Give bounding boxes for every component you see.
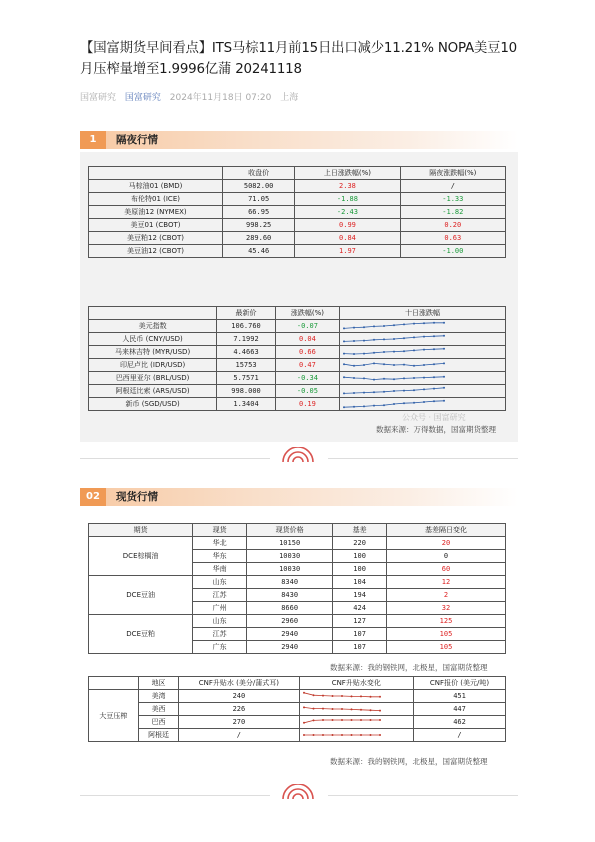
trend-point — [373, 391, 375, 393]
table-row — [89, 193, 506, 206]
column-header: 上日涨跌幅(%) — [295, 167, 400, 180]
close-price: 5082.00 — [222, 180, 294, 193]
trend-point — [363, 405, 365, 407]
column-header: 期货 — [89, 524, 193, 537]
ten-day-trend — [339, 359, 505, 372]
column-header: CNF升贴水变化 — [299, 677, 414, 690]
trend-point — [363, 353, 365, 355]
ten-day-trend — [339, 398, 505, 411]
spot-region: 山东 — [193, 615, 247, 628]
basis: 107 — [333, 628, 387, 641]
trend-point — [363, 377, 365, 379]
night-change: -1.33 — [400, 193, 505, 206]
crush-source-note: 数据来源：我的钢铁网，北极星，国富期货整理 — [330, 757, 488, 766]
trend-point — [343, 406, 345, 408]
trend-point — [373, 339, 375, 341]
latest-price: 1.3404 — [217, 398, 276, 411]
trend-point — [393, 338, 395, 340]
trend-point — [433, 363, 435, 365]
trend-point — [322, 708, 324, 710]
crush-group: 大豆压榨 — [89, 690, 139, 742]
trend-point — [369, 734, 371, 736]
currency-name: 马来林吉特 (MYR/USD) — [89, 346, 217, 359]
ten-day-trend — [339, 333, 505, 346]
trend-point — [423, 364, 425, 366]
column-header: CNF报价 (美元/吨) — [414, 677, 506, 690]
cnf-quote: 462 — [414, 716, 506, 729]
spot-price: 2940 — [246, 628, 332, 641]
currency-name: 巴西里亚尔 (BRL/USD) — [89, 372, 217, 385]
trend-point — [343, 340, 345, 342]
table-row — [89, 385, 506, 398]
column-header: 基差 — [333, 524, 387, 537]
trend-point — [423, 349, 425, 351]
divider-right — [328, 795, 518, 796]
trend-point — [383, 404, 385, 406]
trend-point — [443, 335, 445, 337]
section-header-overnight — [80, 131, 518, 149]
trend-point — [403, 364, 405, 366]
trend-point — [379, 734, 381, 736]
latest-price: 4.4663 — [217, 346, 276, 359]
trend-point — [343, 363, 345, 365]
basis: 127 — [333, 615, 387, 628]
trend-sparkline — [342, 359, 446, 371]
change-pct: -0.05 — [275, 385, 339, 398]
trend-point — [423, 388, 425, 390]
trend-point — [350, 695, 352, 697]
currency-name: 阿根廷比索 (ARS/USD) — [89, 385, 217, 398]
watermark: 公众号 · 国富研究 — [402, 413, 466, 422]
basis-change: 20 — [386, 537, 505, 550]
latest-price: 106.760 — [217, 320, 276, 333]
basis: 100 — [333, 563, 387, 576]
cnf-quote: / — [414, 729, 506, 742]
latest-price: 7.1992 — [217, 333, 276, 346]
trend-point — [443, 362, 445, 364]
instrument-name: 布伦特01 (ICE) — [89, 193, 223, 206]
night-change: -1.82 — [400, 206, 505, 219]
trend-point — [341, 708, 343, 710]
cnf-premium-trend — [299, 690, 414, 703]
trend-point — [433, 335, 435, 337]
trend-point — [369, 719, 371, 721]
trend-point — [341, 719, 343, 721]
trend-point — [423, 336, 425, 338]
change-pct: 0.66 — [275, 346, 339, 359]
futures-contract: DCE豆油 — [89, 576, 193, 615]
trend-point — [423, 401, 425, 403]
spot-region: 华南 — [193, 563, 247, 576]
spot-price: 10030 — [246, 563, 332, 576]
trend-point — [383, 363, 385, 365]
instrument-name: 美豆油12 (CBOT) — [89, 245, 223, 258]
trend-point — [393, 378, 395, 380]
spot-region: 广东 — [193, 641, 247, 654]
trend-point — [363, 340, 365, 342]
table-row — [89, 245, 506, 258]
column-header — [89, 307, 217, 320]
trend-point — [360, 695, 362, 697]
table-row — [89, 576, 506, 589]
spot-price: 8340 — [246, 576, 332, 589]
trend-point — [353, 327, 355, 329]
change-pct: -0.07 — [275, 320, 339, 333]
trend-point — [312, 734, 314, 736]
trend-point — [383, 391, 385, 393]
trend-point — [331, 708, 333, 710]
divider-ornament-icon — [281, 447, 315, 463]
instrument-name: 美豆粕12 (CBOT) — [89, 232, 223, 245]
ten-day-trend — [339, 385, 505, 398]
crush-region: 巴西 — [138, 716, 178, 729]
trend-point — [423, 377, 425, 379]
fx-source-note: 数据来源：万得数据，国富期货整理 — [376, 425, 496, 434]
basis-change: 125 — [386, 615, 505, 628]
trend-point — [413, 365, 415, 367]
trend-sparkline — [342, 398, 446, 410]
basis-change: 32 — [386, 602, 505, 615]
trend-point — [363, 364, 365, 366]
basis: 107 — [333, 641, 387, 654]
trend-point — [350, 708, 352, 710]
trend-point — [303, 722, 305, 724]
table-row — [89, 346, 506, 359]
trend-point — [373, 405, 375, 407]
trend-point — [353, 377, 355, 379]
cnf-premium: 226 — [179, 703, 299, 716]
spot-price: 10030 — [246, 550, 332, 563]
section-title: 隔夜行情 — [116, 134, 158, 146]
trend-point — [393, 403, 395, 405]
latest-price: 5.7571 — [217, 372, 276, 385]
cnf-premium: 240 — [179, 690, 299, 703]
trend-point — [433, 348, 435, 350]
trend-point — [360, 734, 362, 736]
trend-point — [403, 377, 405, 379]
trend-point — [403, 390, 405, 392]
column-header: 涨跌幅(%) — [275, 307, 339, 320]
night-change: -1.00 — [400, 245, 505, 258]
table-row — [89, 333, 506, 346]
trend-point — [350, 719, 352, 721]
trend-point — [433, 376, 435, 378]
trend-point — [353, 353, 355, 355]
trend-point — [413, 336, 415, 338]
trend-point — [312, 719, 314, 721]
ten-day-trend — [339, 320, 505, 333]
cnf-quote: 451 — [414, 690, 506, 703]
crush-table — [88, 676, 506, 742]
publish-location: 上海 — [280, 93, 299, 103]
trend-point — [423, 322, 425, 324]
cnf-premium-trend — [299, 729, 414, 742]
trend-point — [341, 695, 343, 697]
trend-sparkline — [302, 690, 382, 702]
trend-point — [403, 402, 405, 404]
trend-point — [413, 323, 415, 325]
column-header: 地区 — [138, 677, 178, 690]
trend-point — [303, 734, 305, 736]
spot-region: 华北 — [193, 537, 247, 550]
cnf-premium-trend — [299, 716, 414, 729]
trend-point — [379, 710, 381, 712]
source-label: 国富研究 — [80, 93, 117, 103]
currency-name: 人民币 (CNY/USD) — [89, 333, 217, 346]
trend-point — [350, 734, 352, 736]
prev-change: -1.88 — [295, 193, 400, 206]
trend-point — [343, 353, 345, 355]
divider-right — [328, 458, 518, 459]
basis: 100 — [333, 550, 387, 563]
trend-point — [322, 734, 324, 736]
trend-point — [363, 326, 365, 328]
latest-price: 998.000 — [217, 385, 276, 398]
basis-change: 105 — [386, 641, 505, 654]
trend-point — [343, 376, 345, 378]
trend-point — [373, 325, 375, 327]
cnf-premium: 270 — [179, 716, 299, 729]
trend-point — [331, 734, 333, 736]
trend-point — [360, 719, 362, 721]
basis: 220 — [333, 537, 387, 550]
prev-change: 0.84 — [295, 232, 400, 245]
trend-point — [413, 349, 415, 351]
trend-point — [379, 719, 381, 721]
trend-point — [312, 708, 314, 710]
trend-point — [373, 379, 375, 381]
trend-point — [383, 378, 385, 380]
author-link[interactable]: 国富研究 — [124, 93, 161, 103]
crush-region: 阿根廷 — [138, 729, 178, 742]
close-price: 289.60 — [222, 232, 294, 245]
section-header-spot — [80, 488, 518, 506]
trend-point — [363, 392, 365, 394]
close-price: 45.46 — [222, 245, 294, 258]
column-header: CNF升贴水 (美分/蒲式耳) — [179, 677, 299, 690]
column-header: 隔夜涨跌幅(%) — [400, 167, 505, 180]
latest-price: 15753 — [217, 359, 276, 372]
trend-sparkline — [342, 320, 446, 332]
column-header: 现货 — [193, 524, 247, 537]
trend-point — [331, 695, 333, 697]
trend-point — [379, 696, 381, 698]
column-header — [89, 677, 139, 690]
table-row — [89, 716, 506, 729]
change-pct: -0.34 — [275, 372, 339, 385]
spot-region: 广州 — [193, 602, 247, 615]
trend-point — [443, 322, 445, 324]
trend-point — [343, 327, 345, 329]
trend-point — [322, 695, 324, 697]
trend-point — [433, 400, 435, 402]
change-pct: 0.04 — [275, 333, 339, 346]
futures-contract: DCE豆粕 — [89, 615, 193, 654]
trend-sparkline — [302, 716, 382, 728]
table-row — [89, 180, 506, 193]
cnf-quote: 447 — [414, 703, 506, 716]
cnf-premium: / — [179, 729, 299, 742]
trend-point — [343, 392, 345, 394]
spot-table — [88, 523, 506, 654]
table-row — [89, 537, 506, 550]
trend-point — [393, 351, 395, 353]
column-header: 十日涨跌幅 — [339, 307, 505, 320]
trend-point — [331, 719, 333, 721]
crush-region: 美西 — [138, 703, 178, 716]
spot-price: 2940 — [246, 641, 332, 654]
trend-point — [353, 392, 355, 394]
trend-point — [393, 364, 395, 366]
article-meta — [80, 90, 304, 103]
column-header — [89, 167, 223, 180]
spot-price: 8660 — [246, 602, 332, 615]
table-row — [89, 219, 506, 232]
spot-region: 山东 — [193, 576, 247, 589]
ten-day-trend — [339, 346, 505, 359]
table-row — [89, 729, 506, 742]
divider-left — [80, 795, 270, 796]
trend-point — [413, 377, 415, 379]
trend-point — [303, 692, 305, 694]
trend-point — [383, 338, 385, 340]
prev-change: 0.99 — [295, 219, 400, 232]
column-header: 基差隔日变化 — [386, 524, 505, 537]
trend-sparkline — [342, 372, 446, 384]
trend-point — [443, 400, 445, 402]
trend-sparkline — [342, 333, 446, 345]
table-row — [89, 359, 506, 372]
section-number: 02 — [80, 488, 106, 506]
cnf-premium-trend — [299, 703, 414, 716]
section-number: 1 — [80, 131, 106, 149]
prev-change: 1.97 — [295, 245, 400, 258]
column-header: 最新价 — [217, 307, 276, 320]
article-title: 【国富期货早间看点】ITS马棕11月前15日出口减少11.21% NOPA美豆10月压榨量增至1.9996亿蒲 20241118 — [80, 41, 517, 77]
close-price: 71.05 — [222, 193, 294, 206]
table-row — [89, 206, 506, 219]
currency-name: 新币 (SGD/USD) — [89, 398, 217, 411]
prev-change: -2.43 — [295, 206, 400, 219]
trend-point — [393, 324, 395, 326]
night-change: 0.20 — [400, 219, 505, 232]
trend-point — [403, 350, 405, 352]
trend-point — [403, 337, 405, 339]
trend-point — [353, 340, 355, 342]
trend-point — [303, 706, 305, 708]
trend-sparkline — [302, 729, 382, 741]
column-header: 收盘价 — [222, 167, 294, 180]
trend-point — [369, 696, 371, 698]
trend-point — [353, 365, 355, 367]
ten-day-trend — [339, 372, 505, 385]
basis: 424 — [333, 602, 387, 615]
table-row — [89, 372, 506, 385]
crush-region: 美湾 — [138, 690, 178, 703]
trend-point — [312, 694, 314, 696]
trend-point — [433, 388, 435, 390]
basis-change: 0 — [386, 550, 505, 563]
night-change: 0.63 — [400, 232, 505, 245]
trend-point — [369, 709, 371, 711]
futures-contract: DCE棕榈油 — [89, 537, 193, 576]
footer-ornament-icon — [281, 784, 315, 800]
spot-region: 江苏 — [193, 589, 247, 602]
trend-sparkline — [302, 703, 382, 715]
publish-datetime: 2024年11月18日 07:20 — [169, 93, 272, 103]
trend-point — [413, 402, 415, 404]
basis: 194 — [333, 589, 387, 602]
column-header: 现货价格 — [246, 524, 332, 537]
night-change: / — [400, 180, 505, 193]
basis-change: 12 — [386, 576, 505, 589]
section-title: 现货行情 — [116, 491, 158, 503]
spot-price: 10150 — [246, 537, 332, 550]
change-pct: 0.19 — [275, 398, 339, 411]
table-row — [89, 320, 506, 333]
instrument-name: 马棕油01 (BMD) — [89, 180, 223, 193]
basis-change: 105 — [386, 628, 505, 641]
spot-price: 2960 — [246, 615, 332, 628]
instrument-name: 美豆01 (CBOT) — [89, 219, 223, 232]
trend-point — [393, 390, 395, 392]
trend-point — [443, 387, 445, 389]
trend-point — [341, 734, 343, 736]
trend-point — [360, 709, 362, 711]
basis: 104 — [333, 576, 387, 589]
table-row — [89, 703, 506, 716]
trend-point — [383, 351, 385, 353]
instrument-name: 美原油12 (NYMEX) — [89, 206, 223, 219]
table-row — [89, 398, 506, 411]
trend-point — [353, 406, 355, 408]
trend-point — [443, 348, 445, 350]
spot-source-note: 数据来源：我的钢铁网，北极星，国富期货整理 — [330, 663, 488, 672]
basis-change: 2 — [386, 589, 505, 602]
trend-point — [373, 352, 375, 354]
spot-price: 8430 — [246, 589, 332, 602]
table-row — [89, 690, 506, 703]
close-price: 66.95 — [222, 206, 294, 219]
trend-sparkline — [342, 385, 446, 397]
overnight-table — [88, 166, 506, 258]
currency-name: 印尼卢比 (IDR/USD) — [89, 359, 217, 372]
fx-table — [88, 306, 506, 411]
currency-name: 美元指数 — [89, 320, 217, 333]
table-row — [89, 232, 506, 245]
change-pct: 0.47 — [275, 359, 339, 372]
spot-region: 江苏 — [193, 628, 247, 641]
trend-point — [443, 376, 445, 378]
trend-point — [373, 362, 375, 364]
trend-point — [413, 389, 415, 391]
divider-left — [80, 458, 270, 459]
close-price: 998.25 — [222, 219, 294, 232]
spot-region: 华东 — [193, 550, 247, 563]
trend-point — [322, 719, 324, 721]
trend-sparkline — [342, 346, 446, 358]
trend-point — [403, 323, 405, 325]
trend-point — [433, 322, 435, 324]
trend-point — [383, 325, 385, 327]
table-row — [89, 615, 506, 628]
basis-change: 60 — [386, 563, 505, 576]
prev-change: 2.38 — [295, 180, 400, 193]
